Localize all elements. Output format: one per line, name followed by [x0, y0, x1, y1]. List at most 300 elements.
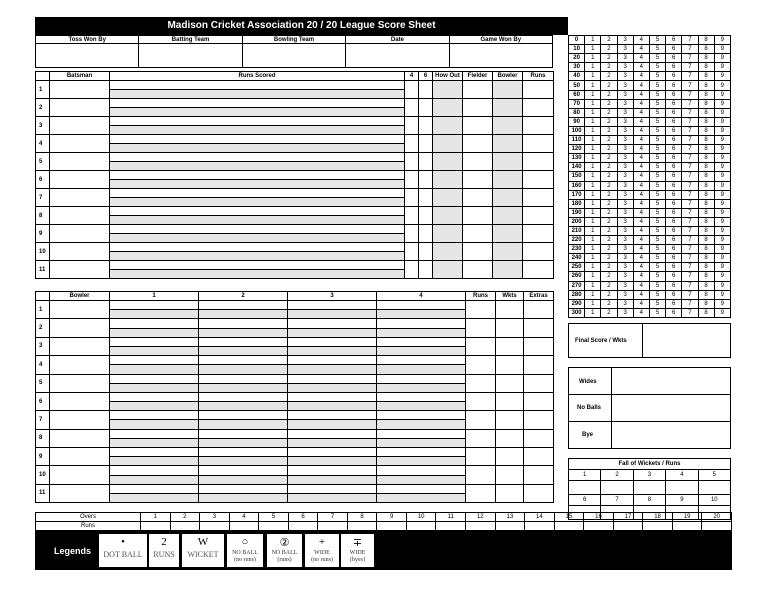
score-digit[interactable]: 7	[682, 263, 698, 272]
score-digit[interactable]: 1	[585, 72, 601, 81]
batting-stat-cell[interactable]	[405, 225, 419, 243]
over-cell[interactable]	[377, 457, 466, 466]
score-digit[interactable]: 1	[585, 245, 601, 254]
score-digit[interactable]: 2	[601, 263, 617, 272]
batsman-name-cell[interactable]	[50, 207, 110, 225]
score-digit[interactable]: 9	[714, 81, 730, 90]
score-digit[interactable]: 8	[698, 117, 714, 126]
runs-scored-cell[interactable]	[110, 225, 405, 234]
score-digit[interactable]: 8	[698, 199, 714, 208]
over-cell[interactable]	[288, 429, 377, 438]
bowling-stat-cell[interactable]	[496, 337, 524, 355]
over-cell[interactable]	[110, 411, 199, 420]
batting-stat-cell[interactable]	[523, 117, 554, 135]
batting-stat-cell[interactable]	[493, 243, 523, 261]
score-digit[interactable]: 5	[649, 136, 665, 145]
score-digit[interactable]: 8	[698, 226, 714, 235]
batting-stat-cell[interactable]	[463, 135, 493, 153]
score-digit[interactable]: 3	[617, 272, 633, 281]
score-digit[interactable]: 4	[633, 236, 649, 245]
batting-stat-cell[interactable]	[405, 189, 419, 207]
score-digit[interactable]: 1	[585, 117, 601, 126]
bowling-stat-cell[interactable]	[496, 356, 524, 374]
score-digit[interactable]: 3	[617, 181, 633, 190]
score-digit[interactable]: 2	[601, 108, 617, 117]
score-digit[interactable]: 3	[617, 281, 633, 290]
bowling-stat-cell[interactable]	[466, 466, 496, 484]
score-digit[interactable]: 8	[698, 299, 714, 308]
over-cell[interactable]	[377, 484, 466, 493]
over-cell[interactable]	[288, 402, 377, 411]
score-digit[interactable]: 5	[649, 199, 665, 208]
score-digit[interactable]: 3	[617, 145, 633, 154]
over-cell[interactable]	[199, 484, 288, 493]
bowling-stat-cell[interactable]	[496, 484, 524, 502]
score-digit[interactable]: 6	[666, 90, 682, 99]
score-digit[interactable]: 2	[601, 90, 617, 99]
score-digit[interactable]: 6	[666, 190, 682, 199]
score-digit[interactable]: 1	[585, 208, 601, 217]
over-cell[interactable]	[377, 374, 466, 383]
score-digit[interactable]: 3	[617, 199, 633, 208]
score-digit[interactable]: 5	[649, 236, 665, 245]
score-digit[interactable]: 2	[601, 81, 617, 90]
score-digit[interactable]: 3	[617, 299, 633, 308]
over-cell[interactable]	[199, 383, 288, 392]
runs-scored-cell[interactable]	[110, 180, 405, 189]
score-digit[interactable]: 7	[682, 226, 698, 235]
score-digit[interactable]: 8	[698, 245, 714, 254]
score-digit[interactable]: 5	[649, 226, 665, 235]
over-cell[interactable]	[377, 429, 466, 438]
score-digit[interactable]: 2	[601, 190, 617, 199]
score-digit[interactable]: 9	[714, 90, 730, 99]
batsman-name-cell[interactable]	[50, 243, 110, 261]
bowler-name-cell[interactable]	[50, 337, 110, 355]
score-digit[interactable]: 7	[682, 208, 698, 217]
score-digit[interactable]: 8	[698, 154, 714, 163]
score-digit[interactable]: 9	[714, 72, 730, 81]
match-info-field[interactable]	[139, 44, 242, 68]
over-cell[interactable]	[199, 438, 288, 447]
score-digit[interactable]: 2	[601, 126, 617, 135]
score-digit[interactable]: 3	[617, 226, 633, 235]
batting-stat-cell[interactable]	[493, 117, 523, 135]
batting-stat-cell[interactable]	[405, 135, 419, 153]
score-digit[interactable]: 7	[682, 108, 698, 117]
score-digit[interactable]: 5	[649, 281, 665, 290]
score-digit[interactable]: 8	[698, 254, 714, 263]
batting-stat-cell[interactable]	[433, 153, 463, 171]
score-digit[interactable]: 2	[601, 217, 617, 226]
over-cell[interactable]	[199, 328, 288, 337]
over-cell[interactable]	[288, 438, 377, 447]
score-digit[interactable]: 4	[633, 99, 649, 108]
score-digit[interactable]: 4	[633, 254, 649, 263]
score-digit[interactable]: 8	[698, 36, 714, 45]
score-digit[interactable]: 8	[698, 72, 714, 81]
batting-stat-cell[interactable]	[433, 81, 463, 99]
score-digit[interactable]: 5	[649, 90, 665, 99]
score-digit[interactable]: 2	[601, 136, 617, 145]
bowler-name-cell[interactable]	[50, 411, 110, 429]
bowler-name-cell[interactable]	[50, 484, 110, 502]
bowling-stat-cell[interactable]	[466, 301, 496, 319]
over-cell[interactable]	[110, 429, 199, 438]
score-digit[interactable]: 1	[585, 272, 601, 281]
batting-stat-cell[interactable]	[433, 243, 463, 261]
runs-scored-cell[interactable]	[110, 216, 405, 225]
batsman-name-cell[interactable]	[50, 99, 110, 117]
score-digit[interactable]: 4	[633, 263, 649, 272]
score-digit[interactable]: 9	[714, 299, 730, 308]
score-digit[interactable]: 6	[666, 290, 682, 299]
batting-stat-cell[interactable]	[523, 135, 554, 153]
runs-scored-cell[interactable]	[110, 135, 405, 144]
score-digit[interactable]: 8	[698, 263, 714, 272]
over-cell[interactable]	[199, 392, 288, 401]
over-cell[interactable]	[110, 392, 199, 401]
bowling-stat-cell[interactable]	[524, 448, 554, 466]
score-digit[interactable]: 2	[601, 72, 617, 81]
score-digit[interactable]: 8	[698, 272, 714, 281]
score-digit[interactable]: 4	[633, 308, 649, 317]
score-digit[interactable]: 1	[585, 181, 601, 190]
score-digit[interactable]: 6	[666, 136, 682, 145]
batting-stat-cell[interactable]	[493, 99, 523, 117]
over-cell[interactable]	[110, 374, 199, 383]
score-digit[interactable]: 4	[633, 208, 649, 217]
batting-stat-cell[interactable]	[523, 243, 554, 261]
score-digit[interactable]: 5	[649, 54, 665, 63]
bowling-stat-cell[interactable]	[524, 392, 554, 410]
score-digit[interactable]: 9	[714, 108, 730, 117]
score-digit[interactable]: 1	[585, 145, 601, 154]
score-digit[interactable]: 5	[649, 299, 665, 308]
score-digit[interactable]: 6	[666, 81, 682, 90]
over-cell[interactable]	[199, 319, 288, 328]
score-digit[interactable]: 8	[698, 63, 714, 72]
score-digit[interactable]: 1	[585, 108, 601, 117]
score-digit[interactable]: 4	[633, 145, 649, 154]
batting-stat-cell[interactable]	[493, 207, 523, 225]
batsman-name-cell[interactable]	[50, 189, 110, 207]
score-digit[interactable]: 4	[633, 199, 649, 208]
score-digit[interactable]: 5	[649, 36, 665, 45]
batsman-name-cell[interactable]	[50, 81, 110, 99]
over-cell[interactable]	[199, 346, 288, 355]
score-digit[interactable]: 7	[682, 245, 698, 254]
bowling-stat-cell[interactable]	[496, 392, 524, 410]
score-digit[interactable]: 3	[617, 236, 633, 245]
score-digit[interactable]: 7	[682, 99, 698, 108]
score-digit[interactable]: 9	[714, 126, 730, 135]
runs-scored-cell[interactable]	[110, 189, 405, 198]
batting-stat-cell[interactable]	[463, 117, 493, 135]
score-digit[interactable]: 7	[682, 272, 698, 281]
score-digit[interactable]: 8	[698, 136, 714, 145]
over-cell[interactable]	[110, 310, 199, 319]
score-digit[interactable]: 8	[698, 54, 714, 63]
score-digit[interactable]: 2	[601, 145, 617, 154]
score-digit[interactable]: 7	[682, 172, 698, 181]
score-digit[interactable]: 9	[714, 154, 730, 163]
over-cell[interactable]	[110, 448, 199, 457]
batsman-name-cell[interactable]	[50, 171, 110, 189]
score-digit[interactable]: 3	[617, 163, 633, 172]
batting-stat-cell[interactable]	[433, 135, 463, 153]
over-cell[interactable]	[110, 383, 199, 392]
score-digit[interactable]: 8	[698, 145, 714, 154]
batting-stat-cell[interactable]	[433, 189, 463, 207]
score-digit[interactable]: 7	[682, 36, 698, 45]
bowling-stat-cell[interactable]	[524, 466, 554, 484]
score-digit[interactable]: 1	[585, 263, 601, 272]
score-digit[interactable]: 9	[714, 181, 730, 190]
batting-stat-cell[interactable]	[419, 207, 433, 225]
batting-stat-cell[interactable]	[419, 189, 433, 207]
batsman-name-cell[interactable]	[50, 225, 110, 243]
over-cell[interactable]	[199, 466, 288, 475]
score-digit[interactable]: 6	[666, 117, 682, 126]
score-digit[interactable]: 6	[666, 126, 682, 135]
batting-stat-cell[interactable]	[463, 153, 493, 171]
score-digit[interactable]: 7	[682, 63, 698, 72]
score-digit[interactable]: 3	[617, 63, 633, 72]
score-digit[interactable]: 7	[682, 236, 698, 245]
bowler-name-cell[interactable]	[50, 356, 110, 374]
batting-stat-cell[interactable]	[463, 171, 493, 189]
score-digit[interactable]: 7	[682, 190, 698, 199]
score-digit[interactable]: 3	[617, 90, 633, 99]
score-digit[interactable]: 9	[714, 117, 730, 126]
bowling-stat-cell[interactable]	[466, 411, 496, 429]
over-cell[interactable]	[199, 493, 288, 502]
runs-scored-cell[interactable]	[110, 126, 405, 135]
score-digit[interactable]: 7	[682, 308, 698, 317]
score-digit[interactable]: 6	[666, 208, 682, 217]
over-cell[interactable]	[288, 466, 377, 475]
over-cell[interactable]	[288, 356, 377, 365]
score-digit[interactable]: 2	[601, 208, 617, 217]
score-digit[interactable]: 9	[714, 290, 730, 299]
batsman-name-cell[interactable]	[50, 117, 110, 135]
bowling-stat-cell[interactable]	[466, 448, 496, 466]
batting-stat-cell[interactable]	[523, 153, 554, 171]
bowling-stat-cell[interactable]	[466, 374, 496, 392]
over-cell[interactable]	[377, 493, 466, 502]
runs-scored-cell[interactable]	[110, 162, 405, 171]
over-cell[interactable]	[199, 429, 288, 438]
score-digit[interactable]: 4	[633, 299, 649, 308]
batting-stat-cell[interactable]	[419, 99, 433, 117]
bowling-stat-cell[interactable]	[524, 319, 554, 337]
score-digit[interactable]: 5	[649, 163, 665, 172]
score-digit[interactable]: 4	[633, 81, 649, 90]
bowling-stat-cell[interactable]	[524, 356, 554, 374]
score-digit[interactable]: 9	[714, 254, 730, 263]
over-cell[interactable]	[377, 301, 466, 310]
score-digit[interactable]: 9	[714, 136, 730, 145]
score-digit[interactable]: 6	[666, 99, 682, 108]
over-cell[interactable]	[288, 420, 377, 429]
score-digit[interactable]: 7	[682, 54, 698, 63]
batting-stat-cell[interactable]	[493, 189, 523, 207]
batting-stat-cell[interactable]	[523, 81, 554, 99]
over-cell[interactable]	[288, 392, 377, 401]
score-digit[interactable]: 9	[714, 163, 730, 172]
batting-stat-cell[interactable]	[463, 207, 493, 225]
over-cell[interactable]	[377, 346, 466, 355]
over-cell[interactable]	[288, 411, 377, 420]
score-digit[interactable]: 6	[666, 54, 682, 63]
score-digit[interactable]: 6	[666, 199, 682, 208]
score-digit[interactable]: 6	[666, 308, 682, 317]
score-digit[interactable]: 7	[682, 163, 698, 172]
score-digit[interactable]: 5	[649, 308, 665, 317]
bowling-stat-cell[interactable]	[524, 484, 554, 502]
score-digit[interactable]: 7	[682, 154, 698, 163]
batsman-name-cell[interactable]	[50, 153, 110, 171]
score-digit[interactable]: 2	[601, 245, 617, 254]
over-cell[interactable]	[199, 365, 288, 374]
score-digit[interactable]: 1	[585, 36, 601, 45]
batting-stat-cell[interactable]	[405, 81, 419, 99]
score-digit[interactable]: 1	[585, 308, 601, 317]
score-digit[interactable]: 9	[714, 281, 730, 290]
batting-stat-cell[interactable]	[463, 99, 493, 117]
score-digit[interactable]: 7	[682, 181, 698, 190]
score-digit[interactable]: 4	[633, 36, 649, 45]
over-cell[interactable]	[110, 484, 199, 493]
score-digit[interactable]: 4	[633, 217, 649, 226]
score-digit[interactable]: 5	[649, 63, 665, 72]
score-digit[interactable]: 3	[617, 117, 633, 126]
score-digit[interactable]: 7	[682, 290, 698, 299]
bowler-name-cell[interactable]	[50, 429, 110, 447]
score-digit[interactable]: 5	[649, 108, 665, 117]
score-digit[interactable]: 1	[585, 136, 601, 145]
score-digit[interactable]: 7	[682, 117, 698, 126]
score-digit[interactable]: 4	[633, 226, 649, 235]
score-digit[interactable]: 1	[585, 90, 601, 99]
score-digit[interactable]: 5	[649, 99, 665, 108]
score-digit[interactable]: 1	[585, 290, 601, 299]
score-digit[interactable]: 8	[698, 81, 714, 90]
bowling-stat-cell[interactable]	[466, 392, 496, 410]
batting-stat-cell[interactable]	[523, 261, 554, 279]
score-digit[interactable]: 3	[617, 190, 633, 199]
score-digit[interactable]: 7	[682, 81, 698, 90]
batting-stat-cell[interactable]	[405, 153, 419, 171]
over-cell[interactable]	[288, 365, 377, 374]
score-digit[interactable]: 8	[698, 290, 714, 299]
over-cell[interactable]	[110, 365, 199, 374]
over-cell[interactable]	[288, 493, 377, 502]
over-cell[interactable]	[377, 392, 466, 401]
score-digit[interactable]: 3	[617, 72, 633, 81]
score-digit[interactable]: 4	[633, 190, 649, 199]
over-cell[interactable]	[199, 301, 288, 310]
over-cell[interactable]	[377, 448, 466, 457]
score-digit[interactable]: 6	[666, 217, 682, 226]
score-digit[interactable]: 6	[666, 226, 682, 235]
runs-scored-cell[interactable]	[110, 171, 405, 180]
score-digit[interactable]: 2	[601, 36, 617, 45]
match-info-field[interactable]	[449, 44, 552, 68]
score-digit[interactable]: 2	[601, 226, 617, 235]
batting-stat-cell[interactable]	[405, 261, 419, 279]
batting-stat-cell[interactable]	[493, 153, 523, 171]
over-cell[interactable]	[288, 301, 377, 310]
score-digit[interactable]: 8	[698, 172, 714, 181]
over-cell[interactable]	[288, 457, 377, 466]
score-digit[interactable]: 5	[649, 145, 665, 154]
over-cell[interactable]	[199, 457, 288, 466]
over-cell[interactable]	[288, 484, 377, 493]
over-cell[interactable]	[377, 383, 466, 392]
score-digit[interactable]: 2	[601, 154, 617, 163]
bowling-stat-cell[interactable]	[496, 411, 524, 429]
score-digit[interactable]: 3	[617, 108, 633, 117]
over-cell[interactable]	[110, 466, 199, 475]
score-digit[interactable]: 6	[666, 45, 682, 54]
runs-scored-cell[interactable]	[110, 99, 405, 108]
score-digit[interactable]: 6	[666, 163, 682, 172]
score-digit[interactable]: 4	[633, 117, 649, 126]
score-digit[interactable]: 3	[617, 290, 633, 299]
score-digit[interactable]: 7	[682, 281, 698, 290]
over-cell[interactable]	[199, 475, 288, 484]
score-digit[interactable]: 1	[585, 299, 601, 308]
score-digit[interactable]: 5	[649, 254, 665, 263]
score-digit[interactable]: 2	[601, 308, 617, 317]
batting-stat-cell[interactable]	[463, 261, 493, 279]
score-digit[interactable]: 2	[601, 45, 617, 54]
score-digit[interactable]: 4	[633, 245, 649, 254]
score-digit[interactable]: 2	[601, 54, 617, 63]
score-digit[interactable]: 1	[585, 217, 601, 226]
score-digit[interactable]: 3	[617, 245, 633, 254]
score-digit[interactable]: 1	[585, 81, 601, 90]
score-digit[interactable]: 5	[649, 208, 665, 217]
score-digit[interactable]: 6	[666, 63, 682, 72]
score-digit[interactable]: 5	[649, 172, 665, 181]
score-digit[interactable]: 7	[682, 299, 698, 308]
score-digit[interactable]: 8	[698, 308, 714, 317]
score-digit[interactable]: 4	[633, 63, 649, 72]
score-digit[interactable]: 5	[649, 45, 665, 54]
bowling-stat-cell[interactable]	[466, 319, 496, 337]
score-digit[interactable]: 2	[601, 236, 617, 245]
batting-stat-cell[interactable]	[419, 171, 433, 189]
score-digit[interactable]: 3	[617, 126, 633, 135]
score-digit[interactable]: 8	[698, 181, 714, 190]
score-digit[interactable]: 3	[617, 263, 633, 272]
score-digit[interactable]: 9	[714, 245, 730, 254]
over-cell[interactable]	[377, 402, 466, 411]
score-digit[interactable]: 6	[666, 72, 682, 81]
score-digit[interactable]: 7	[682, 199, 698, 208]
bowling-stat-cell[interactable]	[496, 374, 524, 392]
score-digit[interactable]: 4	[633, 72, 649, 81]
score-digit[interactable]: 9	[714, 199, 730, 208]
score-digit[interactable]: 9	[714, 54, 730, 63]
over-cell[interactable]	[288, 337, 377, 346]
batting-stat-cell[interactable]	[523, 99, 554, 117]
batting-stat-cell[interactable]	[405, 99, 419, 117]
score-digit[interactable]: 1	[585, 154, 601, 163]
